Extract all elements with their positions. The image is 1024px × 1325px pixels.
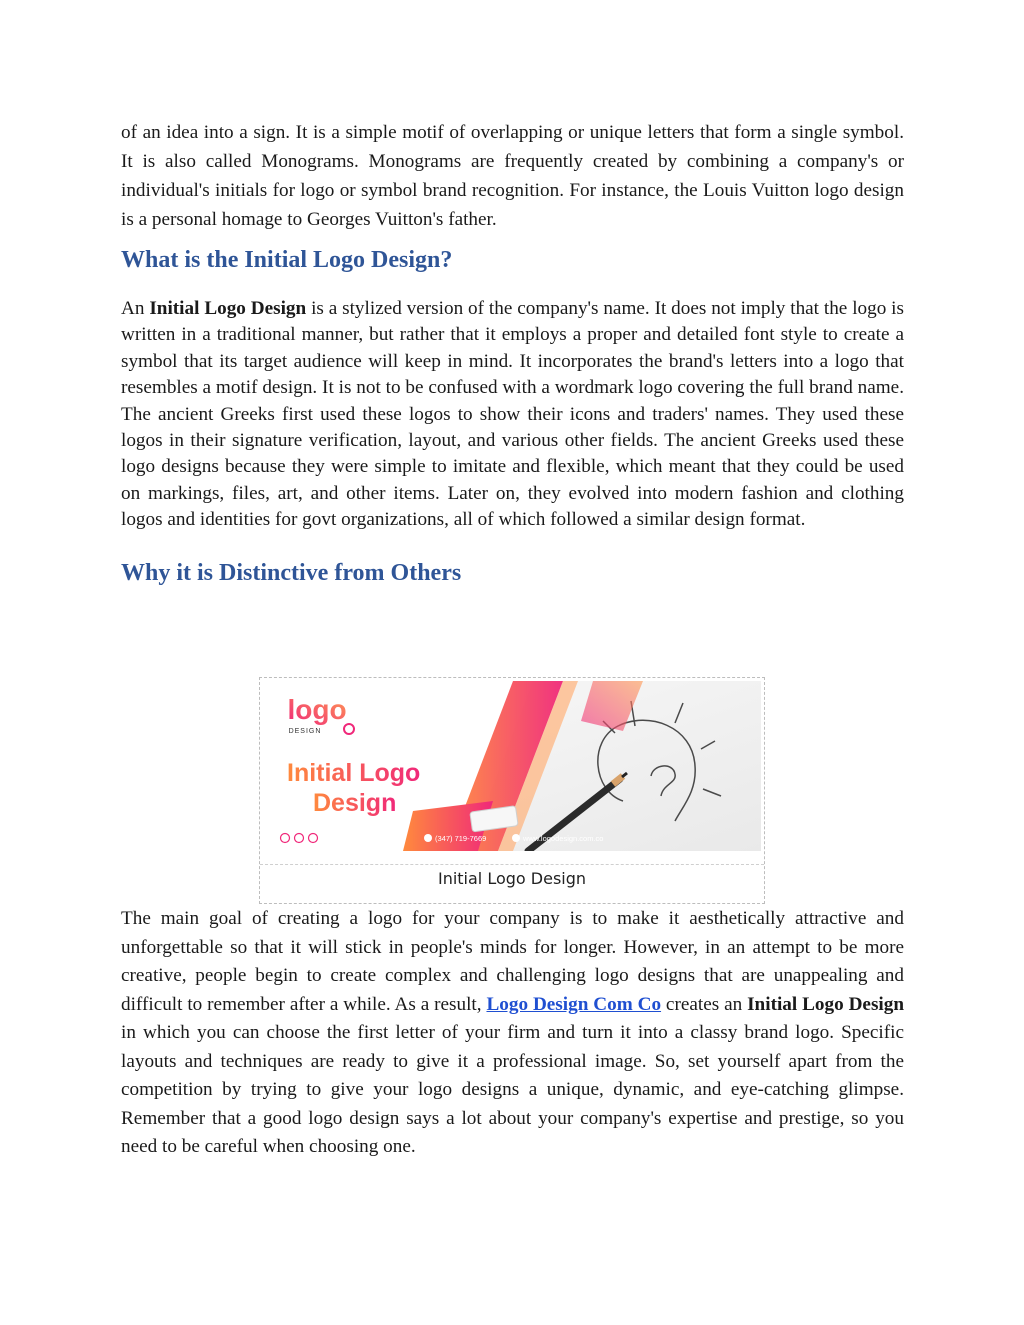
definition-text: is a stylized version of the company's name. It does not imply that the logo is written in a traditional manner, but rather that it employs a proper and detailed font style to create a symbol that its target audience will keep in mind. It incorporates the brand's letters into a logo that resembles a motif design. It is not to be confused with a wordmark logo covering the full brand name. The ancient Greeks first used these logos to show their icons and traders' names. They used these logos in their signature verification, layout, and various other fields. The ancient Greeks used these logo designs because they were simple to imitate and flexible, which meant that they could be used on markings, files, art, and other items. Later on, they evolved into modern fashion and clothing logos and identities for govt organizations, all of which followed a similar design format. xyxy=(121,298,904,531)
logo-design-com-co-link[interactable]: Logo Design Com Co xyxy=(486,993,662,1015)
banner-title-line1: Initial Logo xyxy=(287,759,421,787)
banner-figure xyxy=(259,677,765,904)
heading-why-distinctive: Why it is Distinctive from Others xyxy=(121,559,462,586)
svg-text:logo: logo xyxy=(287,694,347,725)
figure-caption: Initial Logo Design xyxy=(437,869,587,888)
paragraph3-text-3: in which you can choose the first letter of your firm and turn it into a classy brand logo. Specific layouts and techniques are ready to give it a professional image. So, set yourself apart from the competition by trying to give your logo designs a unique, dynamic, and eye-catching glimpse. Remember that a good logo design says a lot about your company's expertise and prestige, so you need to be careful when choosing one. xyxy=(121,1022,904,1157)
definition-paragraph xyxy=(121,296,904,534)
svg-text:DESIGN: DESIGN xyxy=(288,728,322,735)
main-goal-paragraph xyxy=(121,905,904,1162)
caption-divider xyxy=(260,864,764,865)
paragraph3-bold-term: Initial Logo Design xyxy=(747,993,905,1015)
banner-website: www.logodesign.com.co xyxy=(523,834,604,843)
paragraph3-text-1: The main goal of creating a logo for your company is to make it aesthetically attractive and unforgettable so that it will stick in people's minds for longer. However, in an attempt to be more creative, people begin to create complex and challenging logo designs that are unappealing and difficult to remember after a while. As a result, xyxy=(121,908,904,1015)
heading-what-is-initial-logo: What is the Initial Logo Design? xyxy=(121,247,453,273)
document-page xyxy=(121,118,904,588)
banner-image xyxy=(263,681,761,851)
intro-paragraph: of an idea into a sign. It is a simple motif of overlapping or unique letters that form a single symbol. It is also called Monograms. Monograms are frequently created by combining a company's or individual's initials for logo or symbol brand recognition. For instance, the Louis Vuitton logo design is a personal homage to Georges Vuitton's father. xyxy=(121,122,904,230)
paragraph3-text-2: creates an xyxy=(661,993,748,1015)
banner-phone: (347) 719-7669 xyxy=(435,834,487,843)
definition-bold-term: Initial Logo Design xyxy=(149,298,307,319)
banner-illustration xyxy=(263,681,761,851)
banner-title-line2: Design xyxy=(313,789,397,817)
brand-logo-icon xyxy=(287,694,354,735)
definition-prefix: An xyxy=(121,298,150,319)
